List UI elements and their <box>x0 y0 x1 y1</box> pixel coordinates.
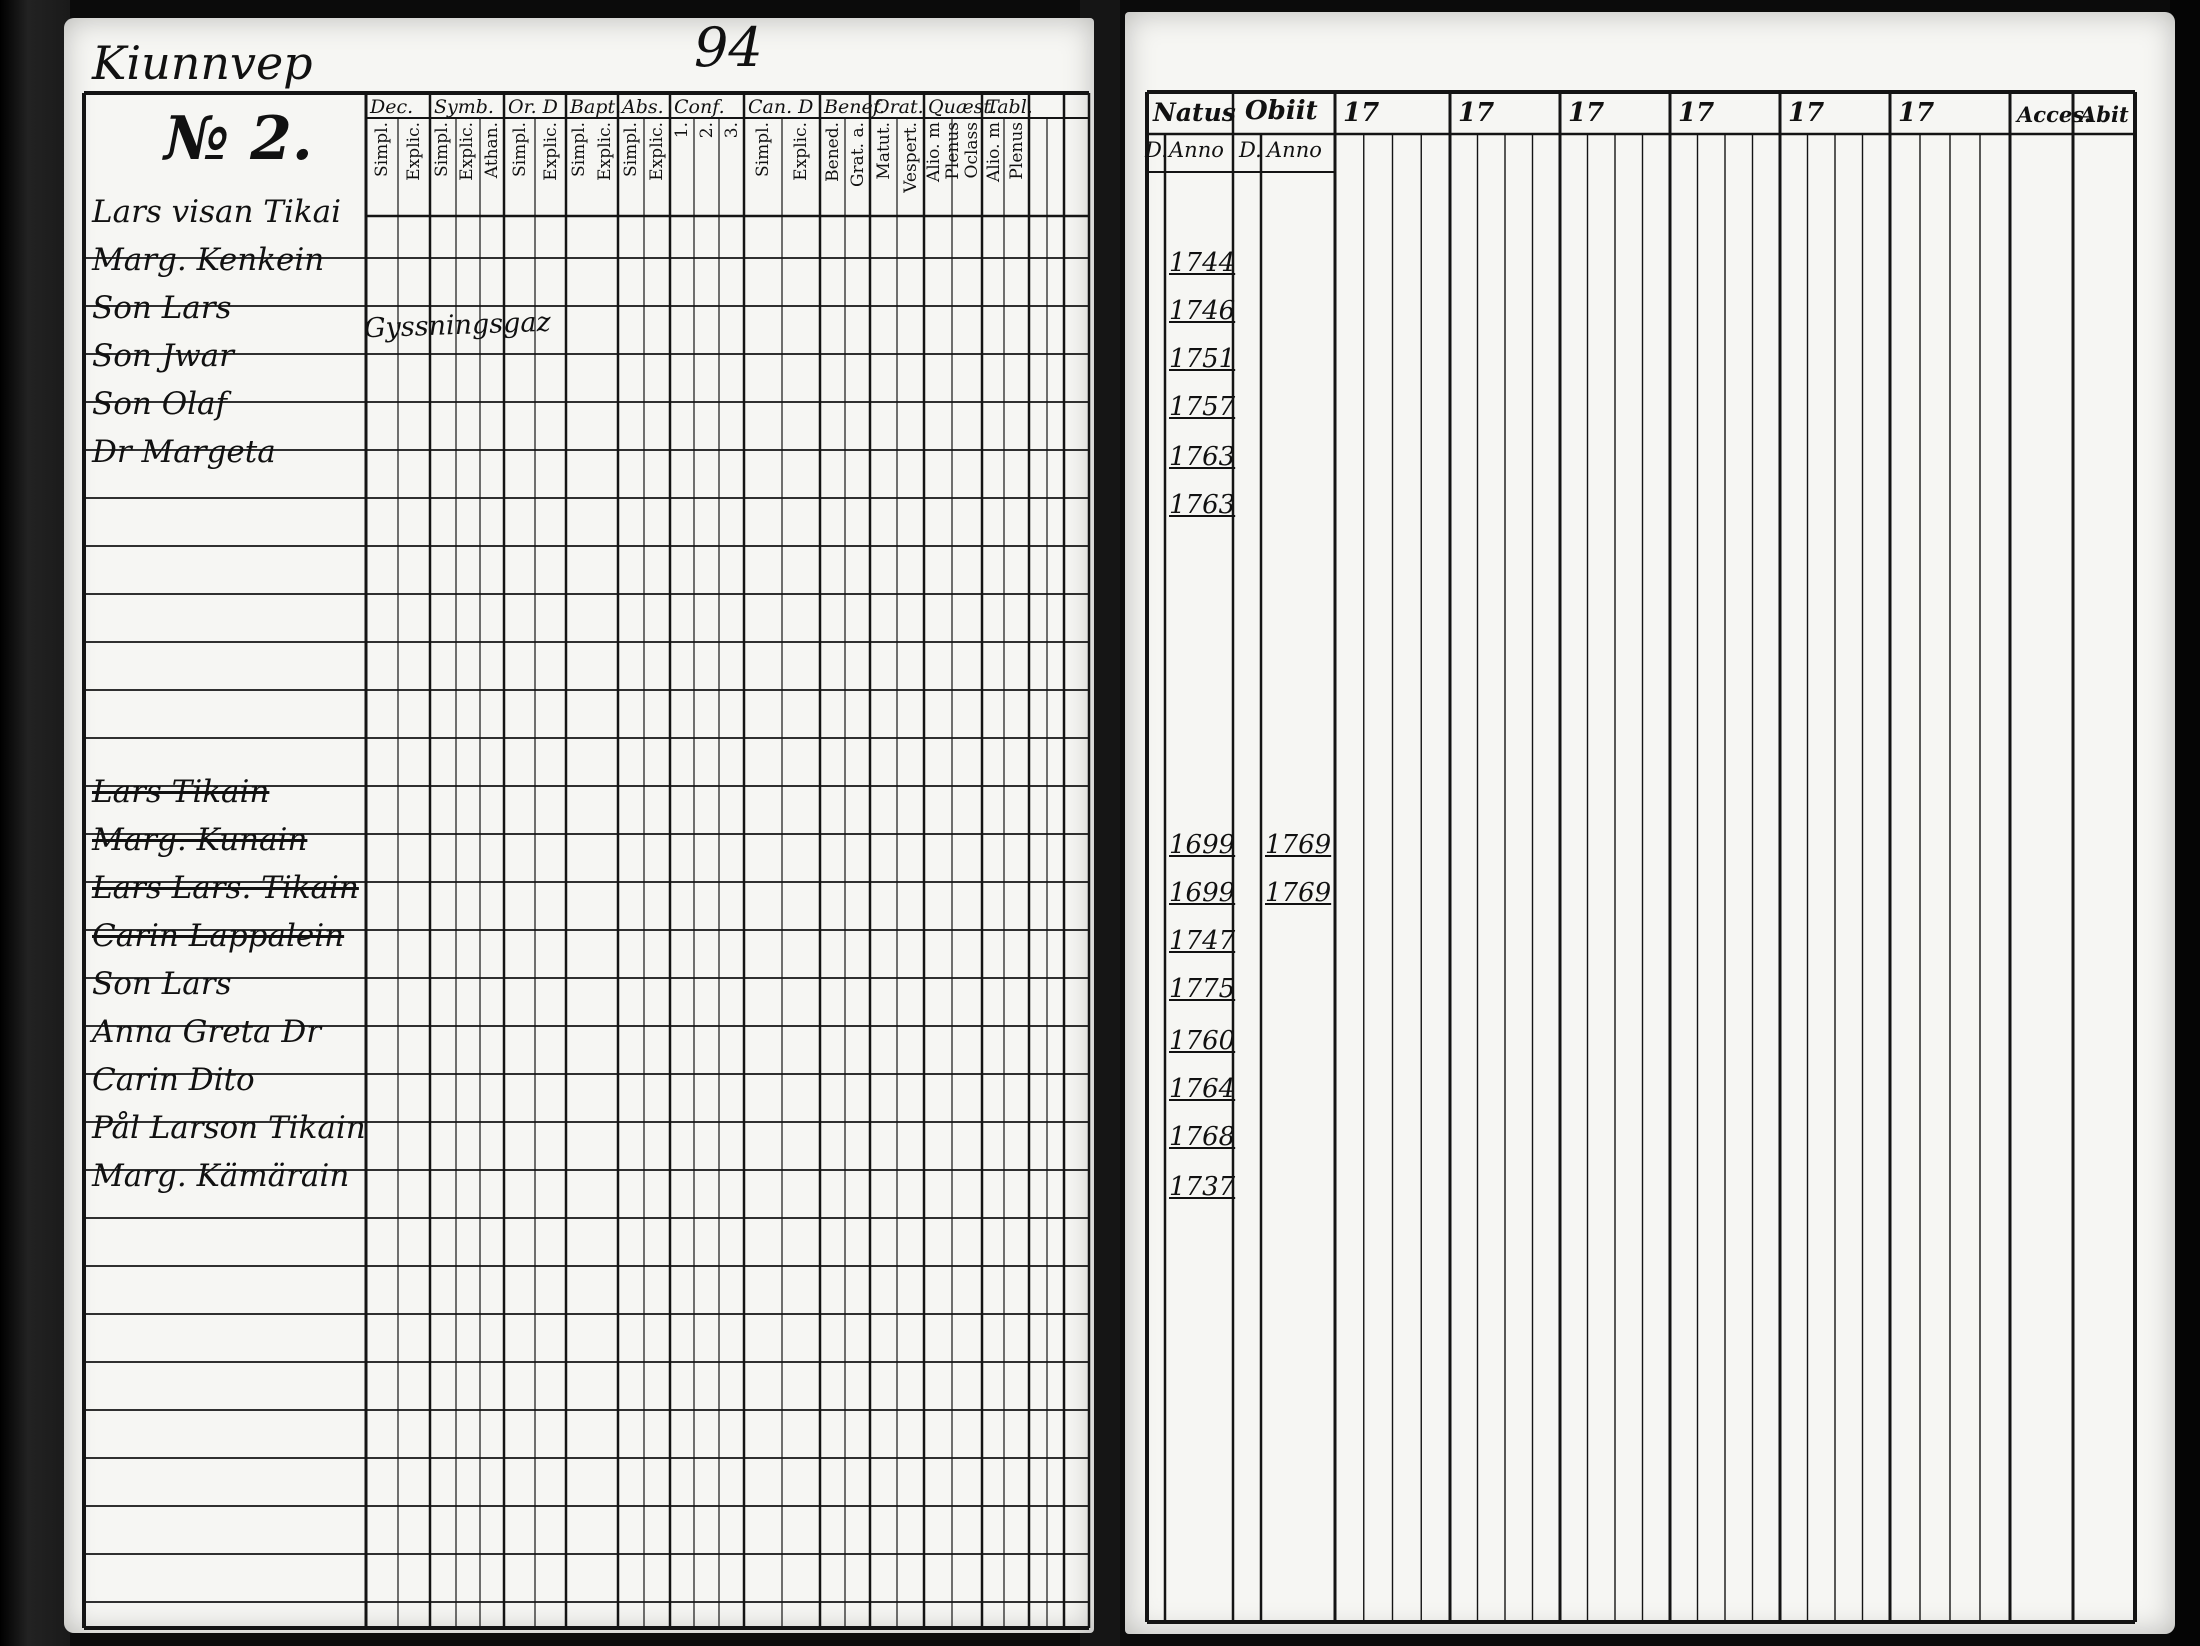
column-header-top: Tabl. <box>986 96 1033 118</box>
household-member-name: Anna Greta Dr <box>92 1014 322 1050</box>
column-header-sub: Matut. <box>873 122 894 180</box>
column-header-sub: 3. <box>721 122 742 139</box>
column-header-top: Symb. <box>434 96 494 118</box>
household-member-name: Marg. Kenkein <box>92 242 325 278</box>
birth-year: 1751 <box>1169 344 1236 374</box>
death-year: 1769 <box>1265 830 1332 860</box>
column-header-sub: Explic. <box>457 122 477 181</box>
column-header-top: Benef. <box>824 96 886 118</box>
column-header-sub: Explic. <box>540 122 561 181</box>
year-header: 17 <box>1788 98 1825 128</box>
header-obiit: Obiit <box>1245 96 1318 126</box>
birth-year: 1764 <box>1169 1074 1236 1104</box>
column-header-sub: Alio. m <box>983 122 1004 183</box>
right-page <box>1125 12 2175 1634</box>
parish-title: Kiunnvep <box>92 36 313 90</box>
column-header-top: Dec. <box>370 96 414 118</box>
column-header-sub: Bened. <box>822 122 843 182</box>
column-header-sub: 1. <box>672 122 693 139</box>
header-natus-d: D. <box>1145 138 1168 162</box>
household-member-name: Marg. Kämärain <box>92 1158 350 1194</box>
header-natus: Natus <box>1153 98 1236 127</box>
birth-year: 1768 <box>1169 1122 1236 1152</box>
birth-year: 1744 <box>1169 248 1236 278</box>
year-header: 17 <box>1678 98 1715 128</box>
column-header-sub: Athan. <box>481 122 502 179</box>
household-member-name: Son Lars <box>92 966 232 1002</box>
household-member-name: Marg. Kunain <box>92 822 308 858</box>
birth-year: 1746 <box>1169 296 1236 326</box>
death-year: 1769 <box>1265 878 1332 908</box>
household-member-name: Carin Dito <box>92 1062 255 1098</box>
year-header: 17 <box>1343 98 1380 128</box>
household-number: № 2. <box>164 104 313 174</box>
column-header-sub: Explic. <box>404 122 424 181</box>
household-member-name: Son Olaf <box>92 386 228 422</box>
birth-year: 1760 <box>1169 1026 1236 1056</box>
column-header-top: Can. D <box>748 96 814 118</box>
header-abit: Abit <box>2080 102 2129 127</box>
birth-year: 1757 <box>1169 392 1236 422</box>
column-header-top: Conf. <box>674 96 725 118</box>
column-header-sub: Vespert. <box>900 122 921 193</box>
column-header-sub: Grat. a. <box>847 122 868 188</box>
column-header-top: Bapt. <box>570 96 622 118</box>
column-header-top: Orat. <box>874 96 924 118</box>
birth-year: 1763 <box>1169 442 1236 472</box>
column-header-sub: Simpl. <box>509 122 530 177</box>
birth-year: 1699 <box>1169 830 1236 860</box>
header-obiit-d: D. <box>1239 138 1262 162</box>
household-member-name: Carin Lappalein <box>92 918 345 954</box>
column-header-sub: Simpl. <box>432 122 453 177</box>
year-header: 17 <box>1568 98 1605 128</box>
column-header-sub: Explic. <box>647 122 667 181</box>
column-header-top: Quæst. <box>928 96 998 118</box>
column-header-sub: Alio. m <box>923 122 944 183</box>
page-number: 94 <box>694 18 763 79</box>
column-header-sub: Simpl. <box>372 122 392 177</box>
household-member-name: Pål Larson Tikain <box>92 1110 366 1146</box>
household-member-name: Lars Lars. Tikain <box>92 870 359 906</box>
year-header: 17 <box>1458 98 1495 128</box>
column-header-sub: Explic. <box>595 122 615 181</box>
header-obiit-anno: Anno <box>1267 138 1322 162</box>
column-header-sub: Simpl. <box>753 122 773 177</box>
column-header-sub: Simpl. <box>569 122 589 177</box>
household-member-name: Dr Margeta <box>92 434 276 470</box>
year-header: 17 <box>1898 98 1935 128</box>
right-ruled-grid <box>1125 12 2175 1634</box>
column-header-sub: Plenus <box>1007 122 1028 180</box>
column-header-sub: Plenus <box>943 122 963 180</box>
household-member-name: Lars Tikain <box>92 774 270 810</box>
birth-year: 1763 <box>1169 490 1236 520</box>
birth-year: 1747 <box>1169 926 1236 956</box>
column-header-sub: Simpl. <box>621 122 641 177</box>
column-header-sub: Explic. <box>791 122 811 181</box>
household-member-name: Son Lars <box>92 290 232 326</box>
header-accesf: Acces. <box>2017 102 2092 127</box>
column-header-top: Abs. <box>622 96 664 118</box>
left-page <box>64 18 1094 1633</box>
birth-year: 1699 <box>1169 878 1236 908</box>
header-natus-anno: Anno <box>1169 138 1224 162</box>
birth-year: 1775 <box>1169 974 1236 1004</box>
book-edge-left <box>0 0 70 1646</box>
household-member-name: Son Jwar <box>92 338 234 374</box>
column-header-top: Or. D <box>508 96 558 118</box>
column-header-sub: 2. <box>697 122 717 139</box>
margin-annotation: Gyssningsgaz <box>363 306 552 345</box>
birth-year: 1737 <box>1169 1172 1236 1202</box>
household-member-name: Lars visan Tikai <box>92 194 342 230</box>
column-header-sub: Oclass <box>962 122 983 179</box>
